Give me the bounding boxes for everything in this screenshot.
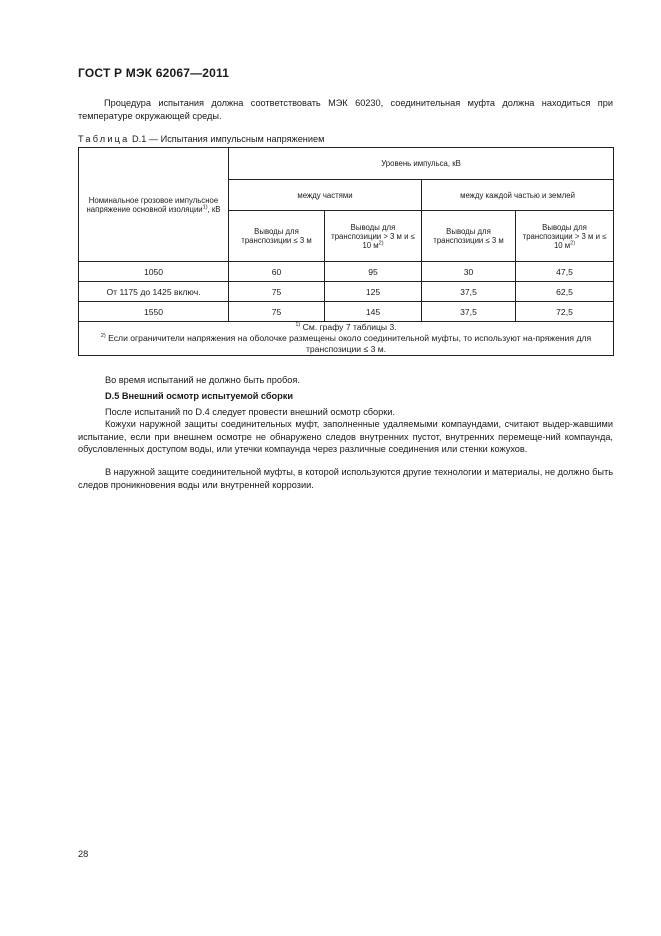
table-row (79, 282, 614, 302)
row-header-cell (79, 148, 229, 262)
footnote-2 (81, 333, 611, 355)
standard-code-header: ГОСТ Р МЭК 62067—2011 (78, 66, 230, 80)
intro-paragraph: Процедура испытания должна соответствовать МЭК 60230, соединительная муфта должна находиться при температуре окружающей среды. (78, 98, 613, 121)
col-header-3to10-b (516, 211, 614, 262)
table-cell: 62,5 (516, 282, 614, 302)
col-header-3to10-b-text: Выводы для транспозиции > 3 м и ≤ 10 м (522, 222, 607, 250)
between-part-and-earth-header: между каждой частью и землей (422, 180, 614, 211)
table-caption-word: Таблица (78, 134, 130, 144)
table-cell: 60 (229, 262, 325, 282)
table-caption (78, 134, 324, 144)
table-cell: 75 (229, 282, 325, 302)
col-header-le3-a (229, 211, 325, 262)
col-header-3to10-a-text: Выводы для транспозиции > 3 м и ≤ 10 м (331, 222, 415, 250)
footnote-1-text: См. графу 7 таблицы 3. (302, 322, 397, 332)
table-cell: 37,5 (422, 282, 516, 302)
section-d5-title: Внешний осмотр испытуемой сборки (121, 391, 294, 401)
table-row (79, 262, 614, 282)
table-caption-title: D.1 — Испытания импульсным напряжением (132, 134, 325, 144)
row-header-unit: , кВ (207, 204, 221, 214)
table-cell: 75 (229, 302, 325, 322)
page-number: 28 (78, 849, 89, 859)
section-d5-heading (105, 391, 293, 401)
casings-paragraph: Кожухи наружной защиты соединительных муфт, заполненные удаляемыми компаундами, считают выдер-жавшими испытание, если при внешнем осмотре не обнаружено следов внутренних пустот, внутренних перемеще-ний компаунда, обусловленных доступом воды, или утечки компаунда через различные соединения или стенки кожухов. (78, 419, 613, 455)
footnote-1 (81, 322, 611, 333)
table-cell: 30 (422, 262, 516, 282)
col-header-le3-b (422, 211, 516, 262)
footnote-2-text: Если ограничители напряжения на оболочке размещены около соединительной муфты, то используют на-пряжения для транспозиции ≤ 3 м. (108, 333, 592, 354)
impulse-level-header: Уровень импульса, кВ (229, 148, 614, 180)
col-header-le3-a-text: Выводы для транспозиции ≤ 3 м (241, 227, 312, 245)
between-parts-header: между частями (229, 180, 422, 211)
table-cell: 72,5 (516, 302, 614, 322)
table-cell: 1050 (79, 262, 229, 282)
table-cell: От 1175 до 1425 включ. (79, 282, 229, 302)
outer-protection-paragraph: В наружной защите соединительной муфты, в которой используются другие технологии и материалы, не должно быть следов проникновения воды или внутренней коррозии. (78, 467, 613, 490)
table-footnotes (79, 322, 614, 356)
table-cell: 1550 (79, 302, 229, 322)
table-cell: 47,5 (516, 262, 614, 282)
table-cell: 145 (325, 302, 422, 322)
footnote-2-marker: 2) (100, 333, 106, 340)
col-header-3to10-a-marker: 2) (378, 239, 384, 246)
footnote-1-marker: 1) (295, 322, 301, 329)
impulse-voltage-table (78, 147, 614, 356)
section-d5-number: D.5 (105, 391, 120, 401)
table-cell: 37,5 (422, 302, 516, 322)
col-header-le3-b-text: Выводы для транспозиции ≤ 3 м (433, 227, 504, 245)
table-cell: 95 (325, 262, 422, 282)
col-header-3to10-b-marker: 2) (570, 239, 576, 246)
no-breakdown-paragraph: Во время испытаний не должно быть пробоя. (105, 375, 300, 385)
col-header-3to10-a (325, 211, 422, 262)
after-test-paragraph: После испытаний по D.4 следует провести внешний осмотр сборки. (105, 407, 395, 417)
table-row (79, 302, 614, 322)
table-cell: 125 (325, 282, 422, 302)
row-header-text: Номинальное грозовое импульсное напряжение основной изоляции (86, 195, 219, 214)
row-header-footnote-marker: 1) (202, 203, 208, 210)
